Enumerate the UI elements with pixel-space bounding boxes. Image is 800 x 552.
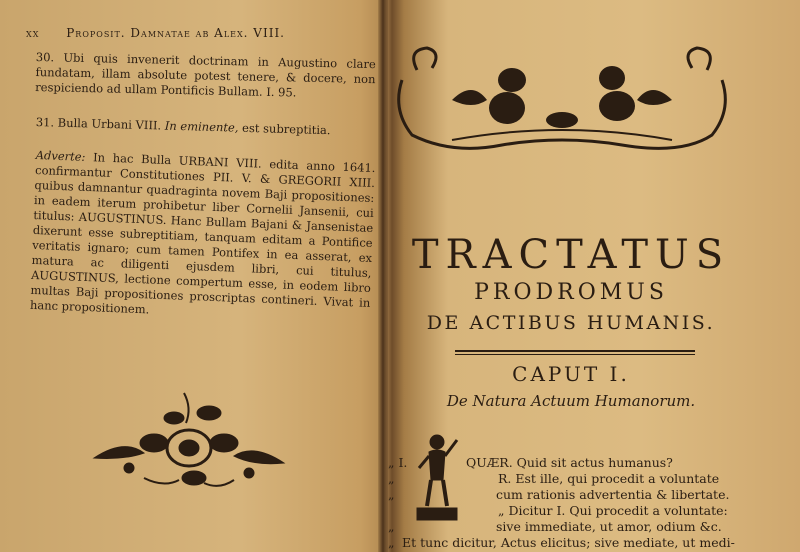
prop31-part-c: est subreptitia. (241, 120, 331, 138)
book-subtitle-2: DE ACTIBUS HUMANIS. (426, 312, 716, 334)
line-marker-1: „ I. (388, 455, 408, 470)
line-text-3: cum rationis advertentia & libertate. (496, 487, 730, 502)
line-text-6: Et tunc dicitur, Actus elicitus; sive mediate, ut medi- (402, 535, 735, 550)
title-rule (455, 350, 695, 352)
floral-ornament (84, 388, 294, 498)
prop31-part-b: In eminente, (164, 118, 239, 135)
line-text-4: „ Dicitur I. Qui procedit a voluntate: (498, 503, 728, 518)
book-subtitle: PRODROMUS (474, 280, 668, 305)
cherub-ornament (392, 40, 732, 160)
chapter-heading: CAPUT I. (512, 362, 630, 386)
prop31-part-a: 31. Bulla Urbani VIII. (35, 115, 162, 133)
running-head (26, 26, 285, 40)
line-text-2: R. Est ille, qui procedit a voluntate (498, 471, 720, 486)
chapter-subtitle: De Natura Actuum Humanorum. (446, 392, 696, 410)
proposition-30: 30. Ubi quis invenerit doctrinam in Augustino clare fundatam, illam absolute potest tenere, & docere, non respiciendo ad ullam Pontificis Bullam. I. 95. (35, 50, 376, 100)
adverte-label: Adverte: (35, 148, 86, 164)
title-rule-thin (455, 354, 695, 355)
running-head-title: Proposit. Damnatae ab Alex. VIII. (66, 26, 285, 40)
line-marker-6: „ (388, 535, 395, 550)
line-marker-3: „ (388, 487, 395, 502)
adverte-text: In hac Bulla URBANI VIII. edita anno 1641. confirmantur Constitutiones PII. V. & GREGORII XIII. quibus damnantur quadraginta novem Baji propositiones: in eadem iterum prohibetur liber Cornelii Jansenii, cui titulus: AUGUSTINUS. Hanc Bullam Bajani & Jansenistae dixerunt esse subreptitiam, tanquam editam a Pontifice veritatis ignaro; cum tamen Pontifex in ea asserat, ex matura ac diligenti ejusdem libri, cui titulus, AUGUSTINUS, lectione compertum esse, in eodem libro multas Baji propositiones proscriptas contineri. Vivat in hanc propositionem. (29, 150, 376, 317)
adverte-paragraph (30, 148, 376, 326)
line-text-5: sive immediate, ut amor, odium &c. (496, 519, 722, 534)
line-text-1: QUÆR. Quid sit actus humanus? (466, 455, 673, 470)
left-page (0, 0, 380, 552)
line-marker-2: „ (388, 471, 395, 486)
proposition-31 (36, 115, 376, 139)
page-number: xx (26, 26, 40, 40)
line-marker-5: „ (388, 519, 395, 534)
book-title: TRACTATUS (411, 232, 731, 278)
decorated-initial-figure (413, 428, 461, 524)
